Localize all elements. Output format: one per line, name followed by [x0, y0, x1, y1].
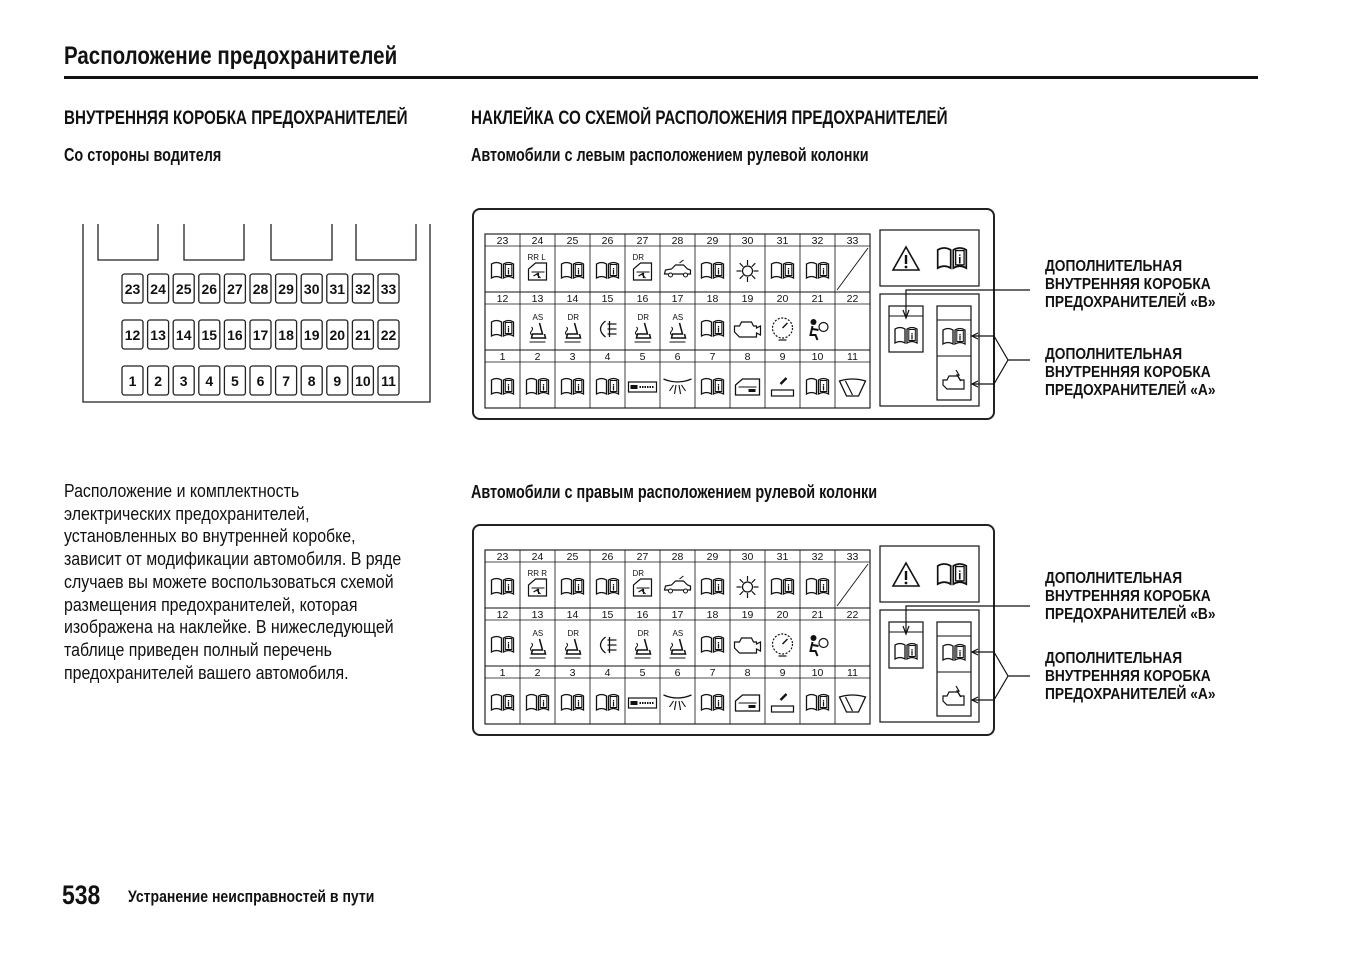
fuse-number-8: 8 [744, 351, 751, 363]
svg-text:i: i [787, 266, 790, 277]
fuse-slot-6 [250, 366, 271, 395]
callout-box-a-rhd: ДОПОЛНИТЕЛЬНАЯ ВНУТРЕННЯЯ КОРОБКА ПРЕДОХРАНИТЕЛЕЙ «А» [1045, 650, 1216, 703]
fuse-number-32: 32 [811, 235, 824, 247]
fuse-slot-3 [173, 366, 194, 395]
fuse-number-29: 29 [706, 235, 719, 247]
fuse-slot-13 [148, 320, 169, 349]
svg-text:13: 13 [150, 327, 166, 343]
fuse-number-33: 33 [846, 551, 859, 563]
fuse-number-28: 28 [671, 235, 684, 247]
svg-text:i: i [822, 582, 825, 593]
fuse-number-14: 14 [566, 609, 579, 621]
fuse-number-24: 24 [531, 551, 544, 563]
svg-text:DR: DR [567, 629, 580, 638]
svg-text:RR R: RR R [527, 569, 548, 578]
svg-text:3: 3 [179, 373, 188, 389]
svg-text:i: i [577, 382, 580, 393]
fuse-number-21: 21 [811, 609, 824, 621]
fuse-number-6: 6 [674, 351, 681, 363]
fuse-slot-8 [301, 366, 322, 395]
svg-text:i: i [612, 698, 615, 709]
svg-text:8: 8 [307, 373, 316, 389]
svg-text:6: 6 [256, 373, 265, 389]
svg-text:i: i [717, 698, 720, 709]
svg-text:i: i [612, 382, 615, 393]
svg-text:5: 5 [231, 373, 239, 389]
svg-text:21: 21 [355, 327, 371, 343]
svg-text:31: 31 [329, 281, 346, 297]
fuse-number-15: 15 [601, 609, 614, 621]
fuse-number-30: 30 [741, 551, 754, 563]
svg-text:24: 24 [150, 281, 166, 297]
svg-text:i: i [822, 382, 825, 393]
interior-fuse-box-diagram [80, 222, 436, 408]
fuse-number-27: 27 [636, 235, 649, 247]
svg-text:i: i [958, 569, 962, 583]
rhd-title: Автомобили с правым расположением рулевой колонки [471, 482, 878, 502]
svg-text:i: i [717, 582, 720, 593]
svg-text:i: i [958, 253, 962, 267]
fuse-number-32: 32 [811, 551, 824, 563]
title-divider [64, 76, 1258, 79]
fuse-slot-14 [173, 320, 194, 349]
svg-text:9: 9 [333, 373, 342, 389]
fuse-number-4: 4 [604, 351, 611, 363]
fuse-number-8: 8 [744, 667, 751, 679]
fuse-number-1: 1 [499, 351, 506, 363]
svg-text:i: i [507, 640, 510, 651]
auxiliary-boxes-panel [880, 546, 1030, 722]
fuse-slot-7 [276, 366, 297, 395]
svg-text:i: i [542, 382, 545, 393]
fuse-number-31: 31 [776, 235, 789, 247]
fuse-number-22: 22 [846, 609, 859, 621]
page-number: 538 [62, 880, 101, 910]
svg-text:26: 26 [201, 281, 218, 297]
svg-text:15: 15 [201, 327, 218, 343]
fuse-number-24: 24 [531, 235, 544, 247]
svg-text:32: 32 [355, 281, 371, 297]
rhd-fuse-label [470, 522, 1030, 740]
fuse-number-22: 22 [846, 293, 859, 305]
svg-text:4: 4 [205, 373, 214, 389]
driver-side-subheading: Со стороны водителя [64, 145, 222, 165]
fuse-number-17: 17 [671, 609, 684, 621]
fuse-number-18: 18 [706, 609, 719, 621]
fuse-number-21: 21 [811, 293, 824, 305]
lhd-fuse-label [470, 206, 1030, 424]
fuse-number-7: 7 [709, 351, 716, 363]
svg-text:AS: AS [672, 313, 684, 322]
fuse-number-31: 31 [776, 551, 789, 563]
svg-text:23: 23 [124, 281, 141, 297]
svg-text:i: i [717, 266, 720, 277]
svg-text:i: i [787, 582, 790, 593]
fuse-number-1: 1 [499, 667, 506, 679]
fuse-number-12: 12 [496, 609, 509, 621]
fuse-number-9: 9 [779, 351, 786, 363]
svg-text:28: 28 [252, 281, 269, 297]
fuse-number-17: 17 [671, 293, 684, 305]
fuse-slot-21 [352, 320, 373, 349]
svg-text:DR: DR [567, 313, 580, 322]
svg-text:AS: AS [672, 629, 684, 638]
svg-text:2: 2 [154, 373, 162, 389]
fuse-slot-10 [352, 366, 373, 395]
svg-text:27: 27 [227, 281, 243, 297]
svg-text:DR: DR [637, 313, 650, 322]
fuse-number-10: 10 [811, 351, 824, 363]
fuse-number-15: 15 [601, 293, 614, 305]
callout-box-b-lhd: ДОПОЛНИТЕЛЬНАЯ ВНУТРЕННЯЯ КОРОБКА ПРЕДОХРАНИТЕЛЕЙ «В» [1045, 258, 1216, 311]
fuse-number-25: 25 [566, 551, 579, 563]
fuse-number-27: 27 [636, 551, 649, 563]
fuse-number-23: 23 [496, 551, 509, 563]
svg-text:i: i [577, 582, 580, 593]
svg-text:22: 22 [380, 327, 397, 343]
fuse-slot-32 [352, 274, 373, 303]
label-heading: НАКЛЕЙКА СО СХЕМОЙ РАСПОЛОЖЕНИЯ ПРЕДОХРАНИТЕЛЕЙ [471, 108, 948, 129]
fuse-number-19: 19 [741, 609, 754, 621]
fuse-number-3: 3 [569, 667, 576, 679]
fuse-number-2: 2 [534, 667, 541, 679]
svg-text:AS: AS [532, 629, 544, 638]
fuse-slot-25 [173, 274, 194, 303]
fuse-number-13: 13 [531, 293, 544, 305]
fuse-number-28: 28 [671, 551, 684, 563]
fuse-slot-28 [250, 274, 271, 303]
svg-text:18: 18 [278, 327, 294, 343]
fuse-number-29: 29 [706, 551, 719, 563]
svg-text:DR: DR [632, 253, 645, 262]
fuse-number-16: 16 [636, 293, 649, 305]
svg-text:i: i [507, 582, 510, 593]
fuse-number-3: 3 [569, 351, 576, 363]
fuse-slot-27 [224, 274, 245, 303]
fuse-number-23: 23 [496, 235, 509, 247]
auxiliary-boxes-panel [880, 230, 1030, 406]
svg-text:33: 33 [380, 281, 397, 297]
fuse-slot-24 [148, 274, 169, 303]
fuse-number-5: 5 [639, 351, 646, 363]
fuse-slot-33 [378, 274, 399, 303]
svg-text:i: i [958, 648, 962, 659]
svg-text:14: 14 [175, 327, 192, 343]
svg-text:29: 29 [278, 281, 294, 297]
fuse-slot-16 [224, 320, 245, 349]
fuse-number-30: 30 [741, 235, 754, 247]
fuse-number-25: 25 [566, 235, 579, 247]
fuse-number-20: 20 [776, 293, 789, 305]
fuse-slot-17 [250, 320, 271, 349]
svg-text:i: i [910, 647, 914, 658]
fuse-number-33: 33 [846, 235, 859, 247]
fuse-box-heading: ВНУТРЕННЯЯ КОРОБКА ПРЕДОХРАНИТЕЛЕЙ [64, 108, 408, 129]
fuse-number-13: 13 [531, 609, 544, 621]
svg-text:1: 1 [128, 373, 137, 389]
fuse-number-9: 9 [779, 667, 786, 679]
fuse-slot-20 [327, 320, 348, 349]
fuse-slot-19 [301, 320, 322, 349]
fuse-number-19: 19 [741, 293, 754, 305]
lhd-title: Автомобили с левым расположением рулевой колонки [471, 145, 869, 165]
fuse-number-12: 12 [496, 293, 509, 305]
svg-text:i: i [577, 698, 580, 709]
fuse-number-20: 20 [776, 609, 789, 621]
svg-text:19: 19 [303, 327, 320, 343]
svg-text:i: i [507, 266, 510, 277]
fuse-slot-18 [276, 320, 297, 349]
fuse-slot-29 [276, 274, 297, 303]
fuse-slot-22 [378, 320, 399, 349]
description: Расположение и комплектность электрических предохранителей, установленных во внутренней коробке, зависит от модификации автомобиля. В ряде случаев вы можете воспользоваться схемой размещения предохранителей, которая изображена на наклейке. В нижеследующей таблице приведен полный перечень предохранителей вашего автомобиля. [64, 480, 402, 683]
svg-text:i: i [612, 582, 615, 593]
svg-text:i: i [612, 266, 615, 277]
fuse-number-4: 4 [604, 667, 611, 679]
svg-text:DR: DR [637, 629, 650, 638]
fuse-slot-30 [301, 274, 322, 303]
fuse-slot-11 [378, 366, 399, 395]
fuse-slot-23 [122, 274, 143, 303]
svg-text:30: 30 [303, 281, 320, 297]
svg-text:7: 7 [282, 373, 290, 389]
svg-text:AS: AS [532, 313, 544, 322]
svg-text:i: i [822, 698, 825, 709]
fuse-number-16: 16 [636, 609, 649, 621]
svg-text:i: i [958, 332, 962, 343]
svg-text:i: i [717, 382, 720, 393]
fuse-number-7: 7 [709, 667, 716, 679]
svg-text:i: i [507, 698, 510, 709]
svg-text:i: i [717, 324, 720, 335]
svg-text:RR L: RR L [527, 253, 546, 262]
fuse-slot-2 [148, 366, 169, 395]
fuse-number-18: 18 [706, 293, 719, 305]
svg-text:11: 11 [381, 373, 396, 389]
svg-text:i: i [577, 266, 580, 277]
svg-text:i: i [507, 324, 510, 335]
fuse-number-11: 11 [847, 667, 858, 679]
fuse-number-10: 10 [811, 667, 824, 679]
fuse-number-14: 14 [566, 293, 579, 305]
fuse-number-11: 11 [847, 351, 858, 363]
fuse-slot-9 [327, 366, 348, 395]
fuse-slot-31 [327, 274, 348, 303]
svg-text:20: 20 [329, 327, 346, 343]
page-title: Расположение предохранителей [64, 42, 398, 70]
svg-text:10: 10 [355, 373, 371, 389]
svg-text:25: 25 [175, 281, 192, 297]
svg-text:i: i [910, 331, 914, 342]
footer-section-title: Устранение неисправностей в пути [128, 888, 375, 906]
svg-text:i: i [717, 640, 720, 651]
fuse-slot-1 [122, 366, 143, 395]
fuse-slot-5 [224, 366, 245, 395]
svg-text:i: i [822, 266, 825, 277]
svg-text:16: 16 [227, 327, 243, 343]
fuse-number-2: 2 [534, 351, 541, 363]
svg-text:12: 12 [124, 327, 141, 343]
fuse-number-5: 5 [639, 667, 646, 679]
svg-text:i: i [507, 382, 510, 393]
svg-text:i: i [542, 698, 545, 709]
fuse-slot-26 [199, 274, 220, 303]
fuse-slot-4 [199, 366, 220, 395]
svg-text:17: 17 [252, 327, 269, 343]
callout-box-a-lhd: ДОПОЛНИТЕЛЬНАЯ ВНУТРЕННЯЯ КОРОБКА ПРЕДОХРАНИТЕЛЕЙ «А» [1045, 346, 1216, 399]
fuse-slot-15 [199, 320, 220, 349]
callout-box-b-rhd: ДОПОЛНИТЕЛЬНАЯ ВНУТРЕННЯЯ КОРОБКА ПРЕДОХРАНИТЕЛЕЙ «В» [1045, 570, 1216, 623]
fuse-number-6: 6 [674, 667, 681, 679]
fuse-number-26: 26 [601, 551, 614, 563]
fuse-slot-12 [122, 320, 143, 349]
svg-text:DR: DR [632, 569, 645, 578]
fuse-number-26: 26 [601, 235, 614, 247]
